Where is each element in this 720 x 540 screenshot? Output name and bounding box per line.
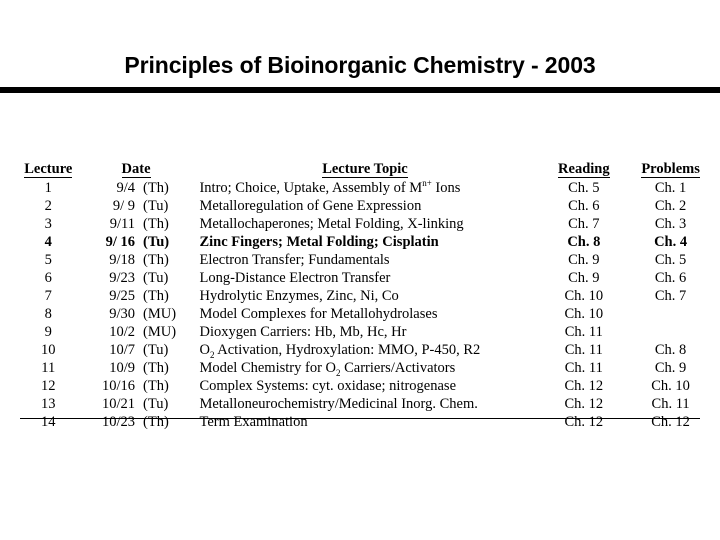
page-title: Principles of Bioinorganic Chemistry - 2003 — [124, 52, 596, 78]
cell-problems — [627, 323, 714, 341]
topic-subscript: 2 — [336, 367, 341, 378]
cell-day: (Tu) — [143, 396, 169, 412]
cell-date: 9/30 — [109, 306, 136, 322]
cell-reading: Ch. 5 — [568, 180, 600, 196]
cell-reading: Ch. 11 — [564, 324, 603, 340]
cell-date: 9/25 — [109, 288, 136, 304]
column-header-topic-label: Lecture Topic — [322, 161, 408, 177]
table-row — [14, 215, 714, 233]
cell-day: (Tu) — [143, 270, 169, 286]
cell-problems: Ch. 8 — [654, 342, 687, 358]
table-body — [14, 179, 714, 431]
cell-topic: Complex Systems: cyt. oxidase; nitrogenase — [199, 378, 457, 394]
table-row — [14, 305, 714, 323]
cell-topic: Dioxygen Carriers: Hb, Mb, Hc, Hr — [199, 324, 407, 340]
cell-topic: $O_2$ Activation, Hydroxylation: MMO, P-450, R2 — [199, 342, 481, 360]
cell-reading: Ch. 9 — [568, 270, 600, 286]
cell-problems: Ch. 9 — [654, 360, 687, 376]
cell-topic: Hydrolytic Enzymes, Zinc, Ni, Co — [199, 288, 399, 304]
column-header-lecture — [14, 160, 83, 179]
cell-reading: Ch. 12 — [564, 414, 604, 430]
cell-date: 10/9 — [109, 360, 136, 376]
cell-day: (Tu) — [143, 234, 170, 250]
cell-day: (Tu) — [143, 342, 169, 358]
cell-date: 9/ 16 — [105, 234, 136, 250]
cell-reading: Ch. 6 — [568, 198, 600, 214]
table-row — [14, 179, 714, 197]
cell-lecture: 13 — [41, 396, 56, 412]
cell-day: (MU) — [143, 306, 177, 322]
lecture-schedule-table-container — [0, 160, 720, 431]
cell-reading: Ch. 8 — [567, 234, 601, 250]
cell-lecture: 14 — [41, 414, 56, 430]
cell-reading: Ch. 10 — [564, 288, 604, 304]
title-divider — [0, 87, 720, 93]
topic-superscript: n+ — [422, 178, 432, 189]
cell-topic: Metalloneurochemistry/Medicinal Inorg. Chem. — [199, 396, 478, 412]
table-row — [14, 287, 714, 305]
cell-day: (Th) — [143, 360, 169, 376]
cell-topic: Electron Transfer; Fundamentals — [199, 252, 390, 268]
cell-problems: Ch. 1 — [654, 180, 687, 196]
cell-day: (Th) — [143, 414, 169, 430]
table-row — [14, 395, 714, 413]
cell-date: 10/16 — [102, 378, 136, 394]
cell-reading: Ch. 7 — [568, 216, 600, 232]
cell-day: (Th) — [143, 216, 169, 232]
cell-day: (Th) — [143, 378, 169, 394]
column-header-date — [83, 160, 190, 179]
bottom-divider — [20, 418, 700, 419]
column-header-date-label: Date — [121, 161, 151, 177]
cell-problems: Ch. 7 — [654, 288, 687, 304]
cell-lecture: 8 — [44, 306, 52, 322]
cell-problems: Ch. 2 — [654, 198, 687, 214]
column-header-lecture-label: Lecture — [24, 161, 73, 177]
cell-problems: Ch. 5 — [654, 252, 687, 268]
cell-problems: Ch. 6 — [654, 270, 687, 286]
cell-lecture: 9 — [44, 324, 52, 340]
column-header-problems-label: Problems — [641, 161, 700, 177]
cell-date: 10/21 — [102, 396, 136, 412]
cell-day: (Tu) — [143, 198, 169, 214]
cell-reading: Ch. 10 — [564, 306, 604, 322]
cell-reading: Ch. 9 — [568, 252, 600, 268]
cell-lecture: 5 — [44, 252, 52, 268]
cell-date: 10/2 — [109, 324, 136, 340]
cell-problems: Ch. 3 — [654, 216, 687, 232]
cell-topic: Zinc Fingers; Metal Folding; Cisplatin — [199, 234, 439, 250]
table-header-row — [14, 160, 714, 179]
cell-date: 9/ 9 — [112, 198, 136, 214]
cell-topic: Term Examination — [199, 414, 308, 430]
cell-topic: Long-Distance Electron Transfer — [199, 270, 391, 286]
table-header — [14, 160, 714, 179]
cell-problems: Ch. 10 — [651, 378, 690, 394]
cell-topic: Intro; Choice, Uptake, Assembly of $M^{n+}$ Ions — [199, 178, 461, 196]
table-row — [14, 233, 714, 251]
cell-topic: Model Complexes for Metallohydrolases — [199, 306, 438, 322]
column-header-problems — [627, 160, 714, 179]
table-row — [14, 341, 714, 359]
cell-date: 9/4 — [116, 180, 136, 196]
cell-reading: Ch. 12 — [564, 396, 604, 412]
cell-date: 9/11 — [109, 216, 136, 232]
cell-topic: Metallochaperones; Metal Folding, X-linking — [199, 216, 464, 232]
table-row — [14, 269, 714, 287]
table-row — [14, 197, 714, 215]
cell-day: (MU) — [143, 324, 177, 340]
cell-date: 10/7 — [109, 342, 136, 358]
cell-lecture: 4 — [44, 234, 52, 250]
table-row — [14, 251, 714, 269]
cell-problems — [627, 305, 714, 323]
cell-lecture: 12 — [41, 378, 56, 394]
cell-reading: Ch. 11 — [564, 360, 603, 376]
table-row — [14, 359, 714, 377]
cell-day: (Th) — [143, 252, 169, 268]
cell-lecture: 3 — [44, 216, 52, 232]
table-row — [14, 323, 714, 341]
cell-problems: Ch. 4 — [654, 234, 688, 250]
cell-topic: Metalloregulation of Gene Expression — [199, 198, 422, 214]
column-header-topic — [189, 160, 540, 179]
cell-lecture: 11 — [41, 360, 56, 376]
table-row — [14, 413, 714, 431]
cell-lecture: 6 — [44, 270, 52, 286]
cell-lecture: 10 — [41, 342, 56, 358]
cell-reading: Ch. 12 — [564, 378, 604, 394]
cell-date: 9/18 — [109, 252, 136, 268]
column-header-reading — [540, 160, 627, 179]
cell-date: 10/23 — [102, 414, 136, 430]
cell-reading: Ch. 11 — [564, 342, 603, 358]
table-row — [14, 377, 714, 395]
cell-problems: Ch. 12 — [651, 414, 690, 430]
cell-problems: Ch. 11 — [651, 396, 690, 412]
lecture-schedule-table — [14, 160, 714, 431]
cell-day: (Th) — [143, 180, 169, 196]
cell-lecture: 1 — [44, 180, 52, 196]
cell-topic: Model Chemistry for $O_2$ Carriers/Activators — [199, 360, 456, 378]
cell-lecture: 2 — [44, 198, 52, 214]
column-header-reading-label: Reading — [558, 161, 610, 177]
cell-date: 9/23 — [109, 270, 136, 286]
cell-lecture: 7 — [44, 288, 52, 304]
cell-day: (Th) — [143, 288, 169, 304]
topic-subscript: 2 — [209, 349, 215, 360]
